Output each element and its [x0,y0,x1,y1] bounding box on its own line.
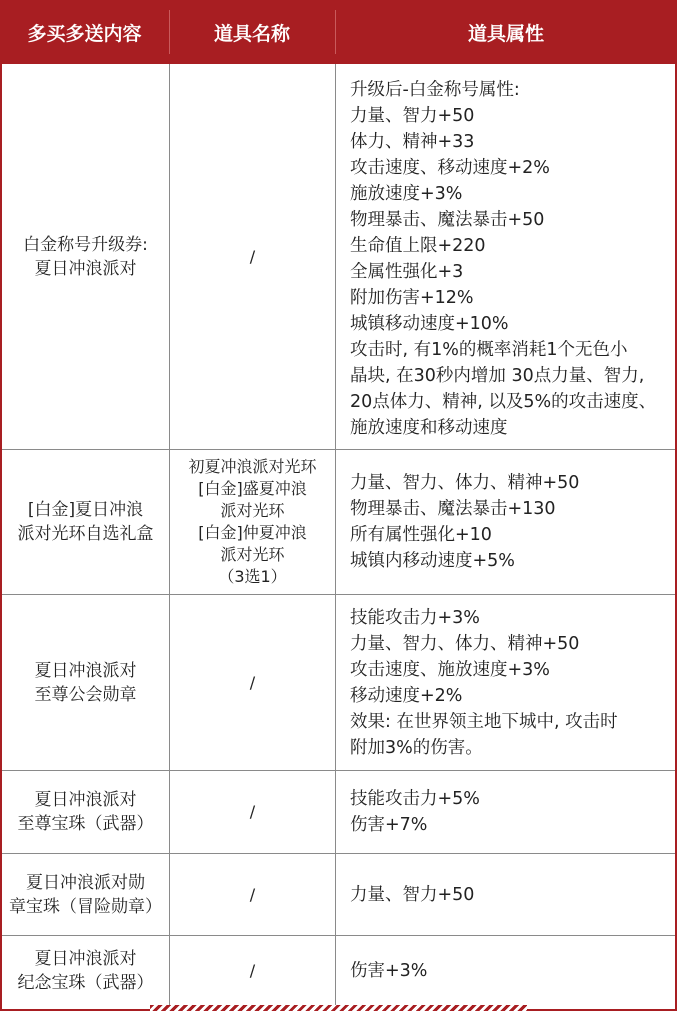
item-name-line: / [249,960,256,980]
content-line: 夏日冲浪派对 [34,790,137,810]
content-line: 夏日冲浪派对 [34,948,137,969]
content-line: 夏日冲浪派对 [34,258,137,279]
header-item-name-column: 道具名称 [213,22,290,45]
item-name-line: / [249,802,256,821]
content-line: [白金]夏日冲浪 [27,500,144,520]
item-name-line: / [249,672,256,692]
content-line: 纪念宝珠（武器） [17,972,154,993]
attribute-line: 移动速度+2% [350,685,463,706]
table-row [2,854,675,936]
item-name-line: 初夏冲浪派对光环 [188,457,317,476]
item-name-cell [170,936,336,1005]
content-cell [2,936,170,1005]
table-row [2,595,675,771]
attribute-line: 全属性强化+3 [350,261,464,282]
item-name-cell [170,450,336,594]
attribute-line: 技能攻击力+5% [350,789,480,809]
attributes-cell [336,64,675,449]
content-cell [2,64,170,449]
attribute-line: 物理暴击、魔法暴击+130 [350,499,556,519]
attribute-line: 升级后-白金称号属性: [350,79,520,100]
attributes-cell [336,595,675,770]
item-name-cell [170,854,336,935]
attribute-line: 伤害+7% [350,815,428,835]
item-name-cell [170,771,336,853]
header-divider [169,10,170,54]
attribute-line: 效果: 在世界领主地下城中, 攻击时 [350,711,618,732]
attribute-line: 所有属性强化+10 [350,525,492,545]
table-header [0,0,677,64]
item-name-line: 派对光环 [220,501,285,520]
content-line: 夏日冲浪派对勋 [26,872,145,893]
attribute-line: 技能攻击力+3% [350,607,480,628]
header-divider [335,10,336,54]
content-line: 至尊公会勋章 [34,684,137,705]
attribute-line: 攻击速度、施放速度+3% [350,659,550,680]
item-name-line: [白金]盛夏冲浪 [198,479,307,498]
attributes-cell [336,450,675,594]
attribute-line: 生命值上限+220 [350,235,486,256]
content-cell [2,854,170,935]
attribute-line: 力量、智力、体力、精神+50 [350,473,580,493]
attribute-line: 物理暴击、魔法暴击+50 [350,209,545,230]
bottom-stripe-decoration [150,1005,527,1011]
attribute-line: 体力、精神+33 [350,131,475,152]
attribute-line: 攻击速度、移动速度+2% [350,157,550,178]
attribute-line: 20点体力、精神, 以及5%的攻击速度、 [350,391,657,412]
attribute-line: 附加3%的伤害。 [350,737,483,758]
content-cell [2,595,170,770]
attribute-line: 附加伤害+12% [350,287,474,308]
attribute-line: 城镇移动速度+10% [350,313,509,334]
table-row [2,936,675,1005]
table-body [2,64,675,1005]
item-name-cell [170,64,336,449]
content-line: 派对光环自选礼盒 [17,524,154,544]
content-line: 章宝珠（冒险勋章） [9,896,162,917]
header-content-column: 多买多送内容 [27,22,142,45]
attribute-line: 城镇内移动速度+5% [350,551,515,571]
table-row [2,450,675,595]
item-name-line: （3选1） [218,567,287,586]
attribute-line: 力量、智力+50 [350,884,475,905]
attribute-line: 施放速度+3% [350,183,463,204]
attribute-line: 攻击时, 有1%的概率消耗1个无色小 [350,339,628,360]
table-row [2,771,675,854]
table-row [2,64,675,450]
item-name-line: 派对光环 [220,545,285,564]
attributes-cell [336,936,675,1005]
content-cell [2,771,170,853]
header-attributes-column: 道具属性 [467,22,544,45]
item-name-cell [170,595,336,770]
item-name-line: / [249,246,256,266]
item-name-line: [白金]仲夏冲浪 [198,523,307,542]
attribute-line: 施放速度和移动速度 [350,417,508,438]
attribute-line: 晶块, 在30秒内增加 30点力量、智力, [350,365,645,386]
content-line: 至尊宝珠（武器） [17,814,154,834]
attributes-cell [336,854,675,935]
content-cell [2,450,170,594]
attribute-line: 力量、智力、体力、精神+50 [350,633,580,654]
item-name-line: / [249,884,256,904]
content-line: 白金称号升级券: [23,234,148,255]
attributes-cell [336,771,675,853]
attribute-line: 力量、智力+50 [350,105,475,126]
content-line: 夏日冲浪派对 [34,660,137,681]
attribute-line: 伤害+3% [350,960,428,981]
